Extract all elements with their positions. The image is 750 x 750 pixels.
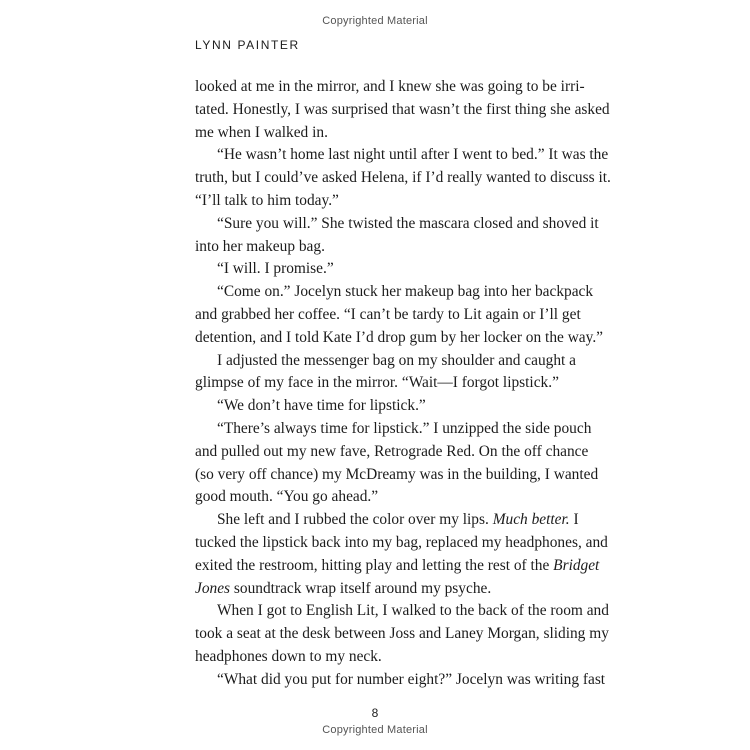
text-line — [195, 555, 600, 578]
line-text-after: soundtrack wrap itself around my psyche. — [230, 579, 492, 597]
text-line — [195, 532, 608, 555]
paragraph — [195, 258, 561, 281]
text-line — [195, 76, 585, 99]
text-line — [195, 600, 609, 623]
text-line — [195, 646, 561, 669]
copyright-watermark-top: Copyrighted Material — [322, 15, 428, 27]
text-line — [195, 213, 599, 236]
text-line — [195, 350, 577, 373]
line-text: When I got to English Lit, I walked to the back of the room and — [217, 602, 609, 620]
text-line — [195, 372, 561, 395]
paragraph — [195, 600, 609, 668]
text-line — [195, 623, 609, 646]
italic-text: Jones — [195, 579, 231, 597]
text-line — [195, 258, 561, 281]
text-line — [195, 578, 561, 601]
italic-text: Much better. — [492, 511, 570, 529]
text-line — [195, 418, 592, 441]
line-text: “He wasn’t home last night until after I went to bed.” It was the — [217, 146, 609, 164]
line-text: took a seat at the desk between Joss and Laney Morgan, sliding my — [195, 625, 609, 643]
line-text: “What did you put for number eight?” Jocelyn was writing fast — [217, 670, 606, 688]
text-line — [195, 486, 561, 509]
paragraph — [195, 395, 561, 418]
italic-text: Bridget — [553, 556, 600, 574]
text-line — [195, 669, 606, 692]
text-line — [195, 122, 561, 145]
page-number: 8 — [371, 706, 379, 720]
text-line — [195, 441, 589, 464]
text-line — [195, 190, 561, 213]
text-line — [195, 236, 561, 259]
paragraph — [195, 213, 599, 259]
paragraph — [195, 281, 604, 349]
line-text: good mouth. “You go ahead.” — [195, 488, 379, 506]
line-text: glimpse of my face in the mirror. “Wait—I forgot lipstick.” — [195, 374, 559, 392]
body-text — [195, 76, 611, 692]
text-line — [195, 281, 594, 304]
line-text: me when I walked in. — [195, 123, 328, 141]
line-text: She left and I rubbed the color over my lips. — [217, 511, 493, 529]
paragraph — [195, 418, 599, 509]
text-line — [195, 167, 611, 190]
paragraph — [195, 509, 608, 600]
paragraph — [195, 669, 606, 692]
text-line — [195, 395, 561, 418]
paragraph — [195, 350, 577, 396]
line-text-after: I — [569, 511, 579, 529]
line-text: exited the restroom, hitting play and letting the rest of the — [195, 556, 554, 574]
line-text: I adjusted the messenger bag on my shoulder and caught a — [217, 351, 577, 369]
line-text: into her makeup bag. — [195, 237, 325, 255]
line-text: truth, but I could’ve asked Helena, if I’d really wanted to discuss it. — [195, 169, 611, 187]
line-text: and grabbed her coffee. “I can’t be tardy to Lit again or I’ll get — [195, 305, 581, 323]
line-text: tated. Honestly, I was surprised that wasn’t the first thing she asked — [195, 100, 610, 118]
line-text: “Come on.” Jocelyn stuck her makeup bag into her backpack — [217, 283, 594, 301]
text-line — [195, 464, 599, 487]
line-text: (so very off chance) my McDreamy was in the building, I wanted — [195, 465, 599, 483]
line-text: “I will. I promise.” — [217, 260, 334, 278]
text-line — [195, 99, 610, 122]
line-text: tucked the lipstick back into my bag, replaced my headphones, and — [195, 533, 608, 551]
line-text: “I’ll talk to him today.” — [195, 191, 339, 209]
line-text: looked at me in the mirror, and I knew she was going to be irri- — [195, 78, 585, 95]
line-text: headphones down to my neck. — [195, 647, 382, 665]
text-line — [195, 144, 609, 167]
line-text: “There’s always time for lipstick.” I unzipped the side pouch — [217, 419, 592, 437]
text-line — [195, 509, 579, 532]
copyright-watermark-bottom: Copyrighted Material — [322, 724, 428, 736]
paragraph — [195, 76, 610, 144]
text-line — [195, 304, 581, 327]
paragraph — [195, 144, 611, 212]
text-line — [195, 327, 604, 350]
line-text: and pulled out my new fave, Retrograde Red. On the off chance — [195, 442, 589, 460]
line-text: “We don’t have time for lipstick.” — [217, 397, 426, 415]
line-text: detention, and I told Kate I’d drop gum by her locker on the way.” — [195, 328, 604, 346]
running-head-author: LYNN PAINTER — [195, 38, 300, 52]
line-text: “Sure you will.” She twisted the mascara closed and shoved it — [217, 214, 599, 232]
